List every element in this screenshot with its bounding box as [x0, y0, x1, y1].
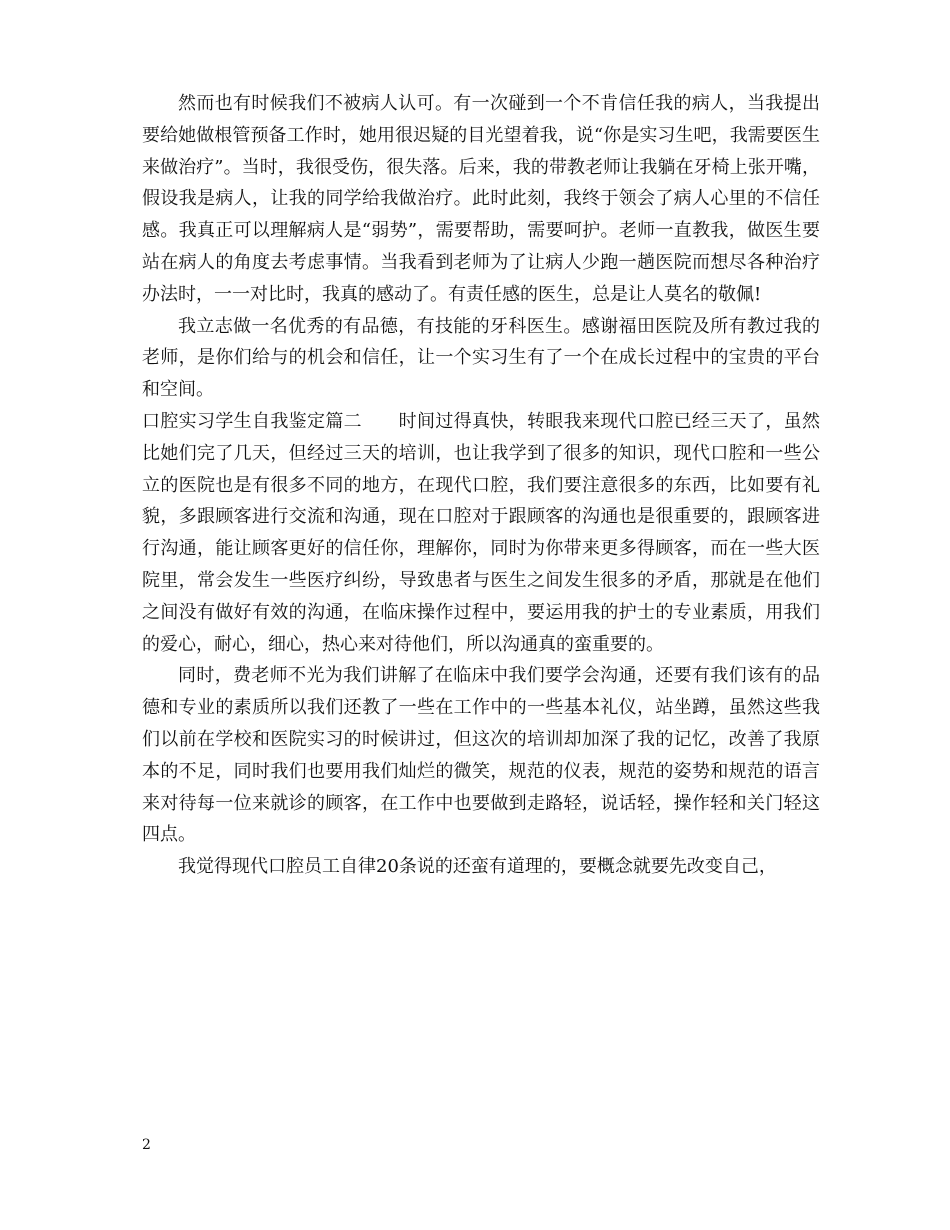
paragraph: 同时，费老师不光为我们讲解了在临床中我们要学会沟通，还要有我们该有的品德和专业的素质所以我们还教了一些在工作中的一些基本礼仪，站坐蹲，虽然这些我们以前在学校和医院实习的时候讲过，但这次的培训却加深了我的记忆，改善了我原本的不足，同时我们也要用我们灿烂的微笑，规范的仪表，规范的姿势和规范的语言来对待每一位来就诊的顾客，在工作中也要做到走路轻，说话轻，操作轻和关门轻这四点。: [142, 665, 820, 846]
paragraph: 我立志做一名优秀的有品德，有技能的牙科医生。感谢福田医院及所有教过我的老师，是你们给与的机会和信任，让一个实习生有了一个在成长过程中的宝贵的平台和空间。: [142, 315, 820, 401]
paragraph-with-heading: 口腔实习学生自我鉴定篇二 时间过得真快，转眼我来现代口腔已经三天了，虽然比她们完了几天，但经过三天的培训，也让我学到了很多的知识，现代口腔和一些公立的医院也是有很多不同的地方，在现代口腔，我们要注意很多的东西，比如要有礼貌，多跟顾客进行交流和沟通，现在口腔对于跟顾客的沟通也是很重要的，跟顾客进行沟通，能让顾客更好的信任你，理解你，同时为你带来更多得顾客，而在一些大医院里，常会发生一些医疗纠纷，导致患者与医生之间发生很多的矛盾，那就是在他们之间没有做好有效的沟通，在临床操作过程中，要运用我的护士的专业素质，用我们的爱心，耐心，细心，热心来对待他们，所以沟通真的蛮重要的。: [142, 410, 820, 655]
body-text: [142, 88, 820, 883]
page-number: 2: [142, 1137, 151, 1153]
paragraph: 我觉得现代口腔员工自律20条说的还蛮有道理的，要概念就要先改变自己，: [178, 856, 777, 878]
paragraph: 然而也有时候我们不被病人认可。有一次碰到一个不肯信任我的病人，当我提出要给她做根管预备工作时，她用很迟疑的目光望着我，说“你是实习生吧，我需要医生来做治疗”。当时，我很受伤，很失落。后来，我的带教老师让我躺在牙椅上张开嘴，假设我是病人，让我的同学给我做治疗。此时此刻，我终于领会了病人心里的不信任感。我真正可以理解病人是“弱势”，需要帮助，需要呵护。老师一直教我，做医生要站在病人的角度去考虑事情。当我看到老师为了让病人少跑一趟医院而想尽各种治疗办法时，一一对比时，我真的感动了。有责任感的医生，总是让人莫名的敬佩!: [142, 93, 820, 305]
